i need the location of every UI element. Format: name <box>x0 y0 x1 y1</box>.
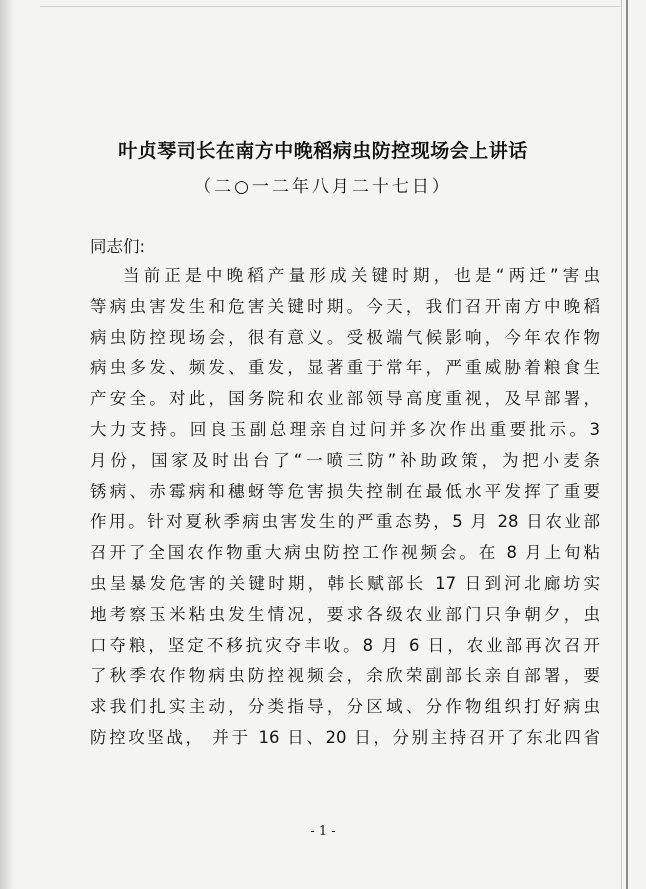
scan-edge-right <box>626 0 628 889</box>
greeting: 同志们: <box>90 237 146 256</box>
body-line: 求我们扎实主动，分类指导，分区域、分作物组织打好病虫 <box>90 697 600 717</box>
body-line: 病虫多发、频发、重发，显著重于常年，严重威胁着粮食生 <box>90 358 600 378</box>
body-paragraph <box>90 261 600 754</box>
body-line: 防控攻坚战， 并于 16 日、20 日，分别主持召开了东北四省 <box>90 727 600 747</box>
body-line: 产安全。对此，国务院和农业部领导高度重视，及早部署， <box>90 389 600 409</box>
body-line: 召开了全国农作物重大病虫防控工作视频会。在 8 月上旬粘 <box>90 543 600 563</box>
page-number: - 1 - <box>310 824 336 839</box>
body-line: 作用。针对夏秋季病虫害发生的严重态势，5 月 28 日农业部 <box>90 512 600 532</box>
body-line: 地考察玉米粘虫发生情况，要求各级农业部门只争朝夕，虫 <box>90 604 600 624</box>
body-line: 当前正是中晚稻产量形成关键时期，也是“两迁”害虫 <box>123 266 600 285</box>
document-title: 叶贞琴司长在南方中晚稻病虫防控现场会上讲话 <box>118 140 528 162</box>
document-date: （二○一二年八月二十七日） <box>194 177 452 197</box>
body-line: 大力支持。回良玉副总理亲自过问并多次作出重要批示。3 <box>90 419 600 439</box>
body-line: 等病虫害发生和危害关键时期。今天，我们召开南方中晚稻 <box>90 296 600 316</box>
body-line: 了秋季农作物病虫防控视频会，余欣荣副部长亲自部署，要 <box>90 666 600 686</box>
body-line: 虫呈暴发危害的关键时期，韩长赋部长 17 日到河北廊坊实 <box>90 573 600 593</box>
scan-edge-right-inner <box>621 0 622 889</box>
body-line: 锈病、赤霉病和穗蚜等危害损失控制在最低水平发挥了重要 <box>90 481 600 501</box>
body-line: 口夺粮，坚定不移抗灾夺丰收。8 月 6 日，农业部再次召开 <box>90 635 600 655</box>
body-line: 病虫防控现场会，很有意义。受极端气候影响，今年农作物 <box>90 327 600 347</box>
scan-edge-top <box>40 6 620 7</box>
body-line: 月份，国家及时出台了“一喷三防”补助政策，为把小麦条 <box>90 450 600 470</box>
